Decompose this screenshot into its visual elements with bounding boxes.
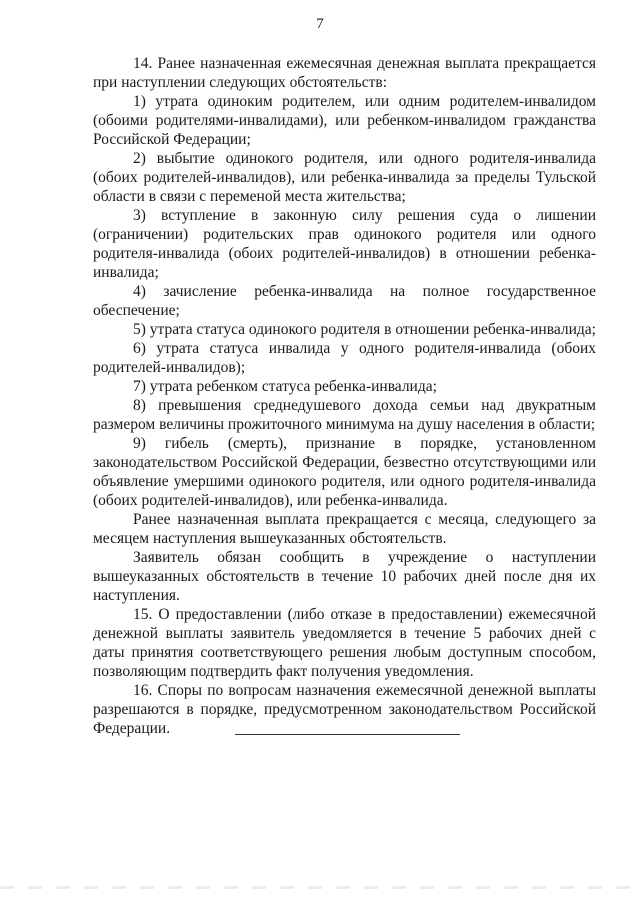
list-item-3: 3) вступление в законную силу решения суда о лишении (ограничении) родительских прав одинокого родителя или одного родителя-инвалида (обоих родителей-инвалидов) в отношении ребенка-инвалида; <box>93 207 596 281</box>
paragraph-16: 16. Споры по вопросам назначения ежемесячной денежной выплаты разрешаются в порядке, предусмотренном законодательством Российской Федерации. <box>93 682 596 737</box>
list-item-6: 6) утрата статуса инвалида у одного родителя-инвалида (обоих родителей-инвалидов); <box>93 340 596 376</box>
paragraph-applicant-duty: Заявитель обязан сообщить в учреждение о наступлении вышеуказанных обстоятельств в течение 10 рабочих дней после дня их наступления. <box>93 549 596 604</box>
list-item-2: 2) выбытие одинокого родителя, или одного родителя-инвалида (обоих родителей-инвалидов), или ребенка-инвалида за пределы Тульской области в связи с переменой места жительства; <box>93 150 596 205</box>
document-body <box>93 54 596 738</box>
paragraph-termination-date: Ранее назначенная выплата прекращается с месяца, следующего за месяцем наступления вышеуказанных обстоятельств. <box>93 511 596 547</box>
list-item-1: 1) утрата одиноким родителем, или одним родителем-инвалидом (обоими родителями-инвалидами), или ребенком-инвалидом гражданства Российской Федерации; <box>93 93 596 148</box>
paragraph-15: 15. О предоставлении (либо отказе в предоставлении) ежемесячной денежной выплаты заявитель уведомляется в течение 5 рабочих дней с даты принятия соответствующего решения любым доступным способом, позволяющим подтвердить факт получения уведомления. <box>93 606 596 680</box>
list-item-9: 9) гибель (смерть), признание в порядке, установленном законодательством Российской Федерации, безвестно отсутствующими или объявление умершими одинокого родителя, или одного родителя-инвалида (обоих родителей-инвалидов), или ребенка-инвалида. <box>93 435 596 509</box>
list-item-5: 5) утрата статуса одинокого родителя в отношении ребенка-инвалида; <box>133 321 596 338</box>
scan-artifact-strip <box>0 886 640 889</box>
list-item-7: 7) утрата ребенком статуса ребенка-инвалида; <box>133 378 437 395</box>
end-divider <box>235 734 460 735</box>
paragraph-14: 14. Ранее назначенная ежемесячная денежная выплата прекращается при наступлении следующих обстоятельств: <box>93 55 596 91</box>
page-number: 7 <box>316 16 324 32</box>
list-item-4: 4) зачисление ребенка-инвалида на полное государственное обеспечение; <box>93 283 596 319</box>
list-item-8: 8) превышения среднедушевого дохода семьи над двукратным размером величины прожиточного минимума на душу населения в области; <box>93 397 596 433</box>
